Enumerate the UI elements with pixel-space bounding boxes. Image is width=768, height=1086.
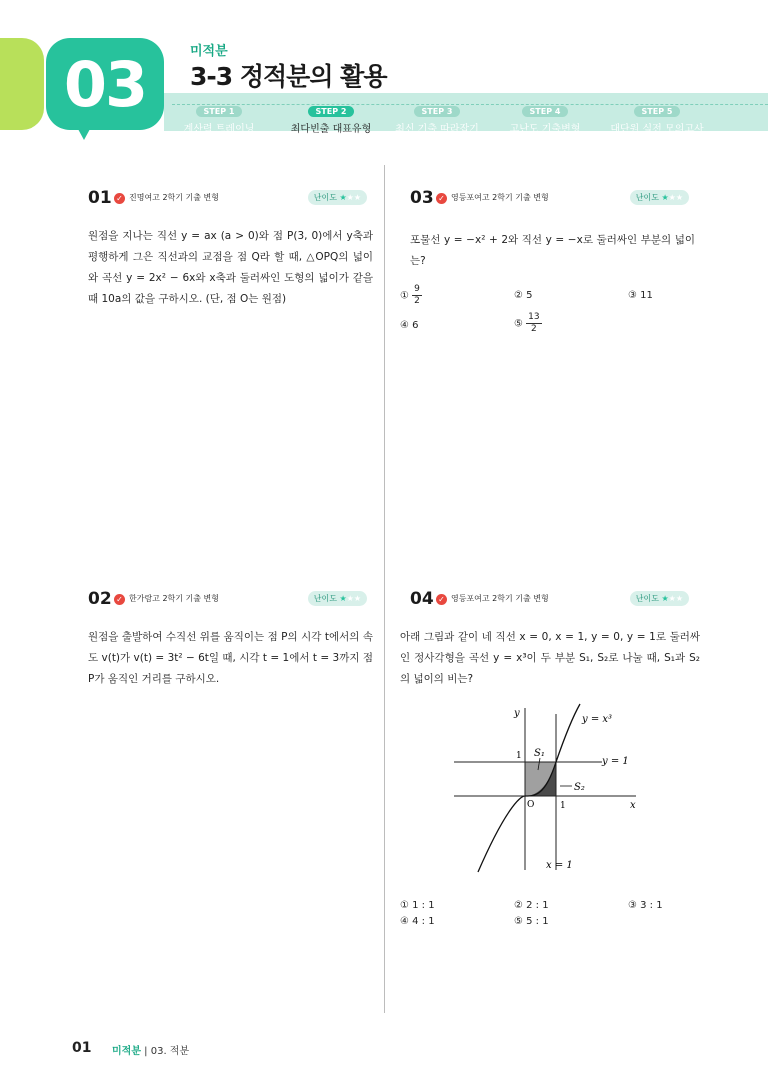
step-5[interactable] <box>602 99 712 135</box>
choice-mark: ① <box>400 290 409 302</box>
step-4[interactable] <box>490 99 600 135</box>
axis-x-label: x <box>630 800 636 811</box>
check-icon: ✓ <box>114 193 125 204</box>
step-pill: STEP 3 <box>414 106 461 117</box>
step-pill: STEP 2 <box>308 106 355 117</box>
choice-4[interactable]: ④ 4 : 1 <box>400 916 435 927</box>
star-icon: ★★ <box>346 193 361 202</box>
label-s2: S₂ <box>574 782 585 793</box>
choice-4[interactable]: ④ 6 <box>400 320 419 331</box>
difficulty-badge <box>308 591 367 606</box>
answer-choices <box>400 284 695 354</box>
question-text: 아래 그림과 같이 네 직선 x = 0, x = 1, y = 0, y = 1로 둘러싸인 정사각형을 곡선 y = x³이 두 부분 S₁, S₂로 나눌 때, S₁과 S₂의 넓이의 비는? <box>400 631 700 685</box>
question-text: 원점을 출발하여 수직선 위를 움직이는 점 P의 시각 t에서의 속도 v(t)가 v(t) = 3t² − 6t일 때, 시각 t = 1에서 t = 3까지 점 P가 움직인 거리를 구하시오. <box>88 631 373 685</box>
step-pill: STEP 4 <box>522 106 569 117</box>
tick-x-1: 1 <box>560 801 566 811</box>
page-title: 3-3 정적분의 활용 <box>190 62 387 91</box>
choice-2[interactable]: ② 2 : 1 <box>514 900 549 911</box>
difficulty-label: 난이도 <box>635 594 659 603</box>
step-label: 최다빈출 대표유형 <box>290 124 372 135</box>
answer-choices <box>400 900 700 940</box>
choice-3[interactable]: ③ 11 <box>628 290 653 301</box>
choice-2[interactable]: ② 5 <box>514 290 533 301</box>
step-label: 계산력 트레이닝 <box>183 124 255 135</box>
difficulty-label: 난이도 <box>313 193 337 202</box>
tick-y-1: 1 <box>516 751 522 761</box>
fraction-denominator: 2 <box>531 324 537 334</box>
fraction-numerator: 9 <box>414 284 420 294</box>
cubic-graph-figure <box>450 700 650 880</box>
step-pill: STEP 5 <box>634 106 681 117</box>
footer-caption <box>112 1042 189 1057</box>
footer-section: | 03. 적분 <box>144 1046 190 1057</box>
choice-3[interactable]: ③ 3 : 1 <box>628 900 663 911</box>
choice-5[interactable] <box>514 312 542 335</box>
footer-subject: 미적분 <box>112 1046 141 1057</box>
question-number: 04 <box>410 589 434 609</box>
difficulty-badge <box>630 591 689 606</box>
star-icon: ★ <box>661 193 669 202</box>
question-number: 03 <box>410 188 434 208</box>
step-label: 대단원 실전 모의고사 <box>610 124 704 135</box>
fraction-denominator: 2 <box>414 296 420 306</box>
choice-1[interactable]: ① 1 : 1 <box>400 900 435 911</box>
subject-label: 미적분 <box>190 44 228 59</box>
question-number: 01 <box>88 188 112 208</box>
star-icon: ★★ <box>346 594 361 603</box>
label-x1: x = 1 <box>546 860 573 871</box>
label-s1: S₁ <box>534 748 545 759</box>
difficulty-badge <box>308 190 367 205</box>
step-label: 고난도 기출변형 <box>509 124 581 135</box>
choice-1[interactable] <box>400 284 422 307</box>
question-source: 영등포여고 2학기 기출 변형 <box>451 193 549 202</box>
step-label: 최신 기출 따라잡기 <box>395 124 479 135</box>
step-3[interactable] <box>382 99 492 135</box>
star-icon: ★★ <box>668 193 683 202</box>
question-text: 원점을 지나는 직선 y = ax (a > 0)와 점 P(3, 0)에서 y축과 평행하게 그은 직선과의 교점을 점 Q라 할 때, △OPQ의 넓이와 곡선 y = 2x² − 6x와 x축과 둘러싸인 도형의 넓이가 같을 때 10a의 값을 구하시오. (단, 점 O는 원점) <box>88 230 373 305</box>
fraction <box>412 284 422 307</box>
difficulty-label: 난이도 <box>635 193 659 202</box>
fraction <box>526 312 541 335</box>
star-icon: ★ <box>339 193 347 202</box>
chapter-side-tab <box>0 38 44 130</box>
page-number: 01 <box>72 1040 92 1056</box>
difficulty-label: 난이도 <box>313 594 337 603</box>
label-y1: y = 1 <box>602 756 629 767</box>
column-divider <box>384 165 385 1013</box>
step-1[interactable] <box>164 99 274 135</box>
star-icon: ★★ <box>668 594 683 603</box>
star-icon: ★ <box>339 594 347 603</box>
step-pill: STEP 1 <box>196 106 243 117</box>
question-source: 한가람고 2학기 기출 변형 <box>129 594 219 603</box>
chapter-number: 03 <box>63 47 147 121</box>
axis-y-label: y <box>514 708 520 719</box>
check-icon: ✓ <box>436 594 447 605</box>
check-icon: ✓ <box>436 193 447 204</box>
choice-5[interactable]: ⑤ 5 : 1 <box>514 916 549 927</box>
fraction-numerator: 13 <box>528 312 540 322</box>
origin-label: O <box>527 800 535 810</box>
question-number: 02 <box>88 589 112 609</box>
question-01 <box>88 190 373 310</box>
question-source: 영등포여고 2학기 기출 변형 <box>451 594 549 603</box>
star-icon: ★ <box>661 594 669 603</box>
question-source: 진명여고 2학기 기출 변형 <box>129 193 219 202</box>
question-04 <box>400 589 700 690</box>
step-2[interactable] <box>276 99 386 135</box>
question-02 <box>88 591 373 690</box>
choice-mark: ⑤ <box>514 318 523 330</box>
check-icon: ✓ <box>114 594 125 605</box>
difficulty-badge <box>630 190 689 205</box>
question-03 <box>400 188 695 354</box>
question-text: 포물선 y = −x² + 2와 직선 y = −x로 둘러싸인 부분의 넓이는? <box>410 234 695 267</box>
label-curve: y = x³ <box>582 714 613 725</box>
